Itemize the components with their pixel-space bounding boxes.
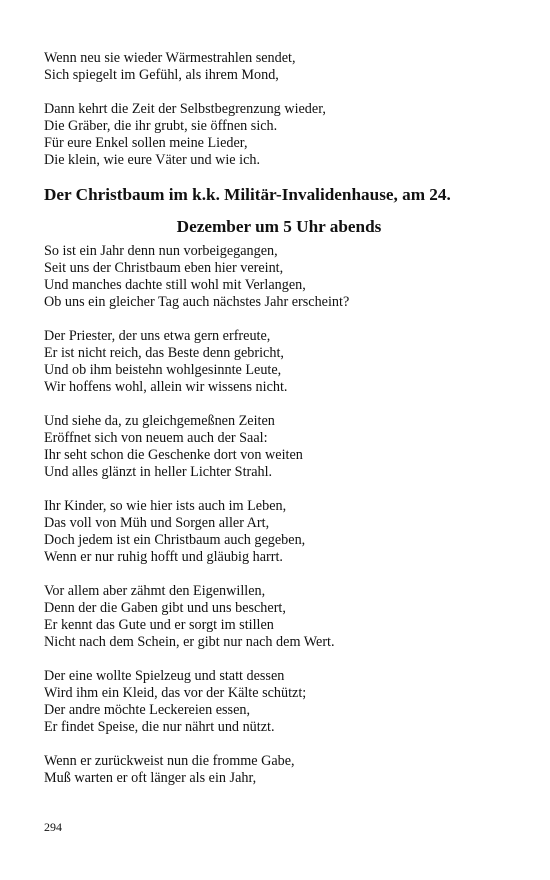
verse-line: Für eure Enkel sollen meine Lieder, <box>44 135 248 151</box>
verse-line: Ihr Kinder, so wie hier ists auch im Leben, <box>44 498 287 514</box>
verse-line: Seit uns der Christbaum eben hier vereint, <box>44 260 284 276</box>
verse-line: Und alles glänzt in heller Lichter Strahl. <box>44 464 273 480</box>
stanza <box>44 668 514 736</box>
verse-line: Die klein, wie eure Väter und wie ich. <box>44 152 261 168</box>
page-number: 294 <box>44 820 62 834</box>
verse-line: Doch jedem ist ein Christbaum auch gegeben, <box>44 532 306 548</box>
verse-line: Er kennt das Gute und er sorgt im stillen <box>44 617 274 633</box>
stanza-gap <box>44 84 514 101</box>
verse-line: Muß warten er oft länger als ein Jahr, <box>44 770 257 786</box>
stanza <box>44 583 514 651</box>
verse-line: Und siehe da, zu gleichgemeßnen Zeiten <box>44 413 275 429</box>
verse-line: Der Priester, der uns etwa gern erfreute, <box>44 328 271 344</box>
verse-line: Das voll von Müh und Sorgen aller Art, <box>44 515 270 531</box>
verse-line: Und ob ihm beistehn wohlgesinnte Leute, <box>44 362 282 378</box>
stanza <box>44 328 514 396</box>
verse-line: Ihr seht schon die Geschenke dort von weiten <box>44 447 303 463</box>
stanza <box>44 243 514 311</box>
stanza-gap <box>44 651 514 668</box>
page-body <box>44 50 514 787</box>
stanza <box>44 101 514 169</box>
stanza <box>44 498 514 566</box>
verse-line: Wenn er zurückweist nun die fromme Gabe, <box>44 753 295 769</box>
verse-line: Ob uns ein gleicher Tag auch nächstes Jahr erscheint? <box>44 294 350 310</box>
poem-title-line-2: Dezember um 5 Uhr abends <box>176 217 382 236</box>
stanza-gap <box>44 396 514 413</box>
verse-line: Er findet Speise, die nur nährt und nützt. <box>44 719 275 735</box>
stanza <box>44 413 514 481</box>
stanza <box>44 753 514 787</box>
verse-line: Eröffnet sich von neuem auch der Saal: <box>44 430 268 446</box>
verse-line: Wenn neu sie wieder Wärmestrahlen sendet, <box>44 50 296 66</box>
verse-line: Er ist nicht reich, das Beste denn gebricht, <box>44 345 284 361</box>
stanza-gap <box>44 566 514 583</box>
verse-line: So ist ein Jahr denn nun vorbeigegangen, <box>44 243 278 259</box>
poem-title-line-1: Der Christbaum im k.k. Militär-Invalidenhause, am 24. <box>44 185 451 204</box>
verse-line: Der andre möchte Leckereien essen, <box>44 702 251 718</box>
verse-line: Wir hoffens wohl, allein wir wissens nicht. <box>44 379 288 395</box>
verse-line: Sich spiegelt im Gefühl, als ihrem Mond, <box>44 67 279 83</box>
stanza-gap <box>44 481 514 498</box>
stanza-gap <box>44 311 514 328</box>
verse-line: Vor allem aber zähmt den Eigenwillen, <box>44 583 266 599</box>
verse-line: Der eine wollte Spielzeug und statt dessen <box>44 668 285 684</box>
verse-line: Dann kehrt die Zeit der Selbstbegrenzung wieder, <box>44 101 326 117</box>
stanza-gap <box>44 736 514 753</box>
verse-line: Und manches dachte still wohl mit Verlangen, <box>44 277 306 293</box>
verse-line: Nicht nach dem Schein, er gibt nur nach dem Wert. <box>44 634 335 650</box>
stanza <box>44 50 514 84</box>
verse-line: Wenn er nur ruhig hofft und gläubig harrt. <box>44 549 283 565</box>
verse-line: Die Gräber, die ihr grubt, sie öffnen sich. <box>44 118 278 134</box>
verse-line: Wird ihm ein Kleid, das vor der Kälte schützt; <box>44 685 307 701</box>
verse-line: Denn der die Gaben gibt und uns beschert, <box>44 600 286 616</box>
